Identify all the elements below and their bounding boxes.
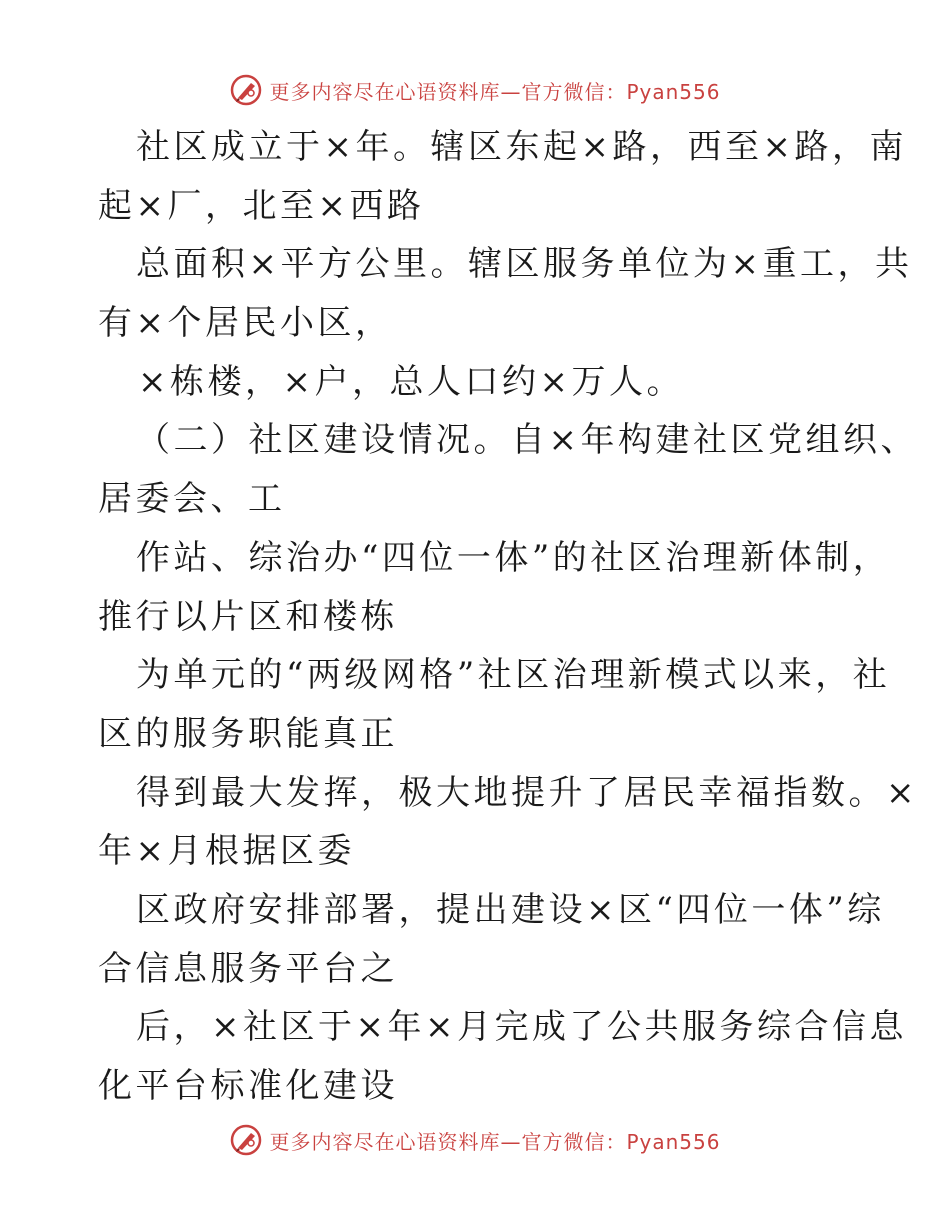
banner-text: 更多内容尽在心语资料库—官方微信：Pyan556 <box>269 1129 721 1154</box>
footer-banner <box>0 1120 950 1160</box>
paragraph-line: 有×个居民小区， <box>98 303 393 344</box>
document-body <box>98 118 918 1116</box>
paragraph-line: 化平台标准化建设 <box>98 1066 398 1106</box>
paragraph-line: 社区成立于×年。辖区东起×路，西至×路，南 <box>136 127 907 167</box>
paragraph-line: 得到最大发挥，极大地提升了居民幸福指数。× <box>136 772 918 813</box>
paragraph-line: 区政府安排部署，提出建设×区“四位一体”综 <box>136 889 885 930</box>
paragraph-line: 总面积×平方公里。辖区服务单位为×重工，共 <box>136 244 913 285</box>
banner-text: 更多内容尽在心语资料库—官方微信：Pyan556 <box>269 79 721 104</box>
paragraph-line: 为单元的“两级网格”社区治理新模式以来，社 <box>136 655 891 696</box>
paragraph-line: 推行以片区和楼栋 <box>98 596 398 637</box>
paragraph-line: 居委会、工 <box>98 479 286 520</box>
paragraph-line: 区的服务职能真正 <box>98 713 398 754</box>
paragraph-line: 后，×社区于×年×月完成了公共服务综合信息 <box>136 1007 907 1048</box>
paragraph-line: 起×厂，北至×西路 <box>98 185 425 226</box>
paragraph-line: ×栋楼，×户，总人口约×万人。 <box>138 361 684 402</box>
paragraph-line: （二）社区建设情况。自×年构建社区党组织、 <box>136 420 918 461</box>
paragraph-line: 作站、综治办“四位一体”的社区治理新体制， <box>136 537 891 578</box>
pen-logo-icon <box>229 73 263 107</box>
header-banner <box>0 70 950 110</box>
paragraph-line: 年×月根据区委 <box>98 831 355 872</box>
paragraph-line: 合信息服务平台之 <box>98 948 398 989</box>
pen-logo-icon <box>229 1123 263 1157</box>
